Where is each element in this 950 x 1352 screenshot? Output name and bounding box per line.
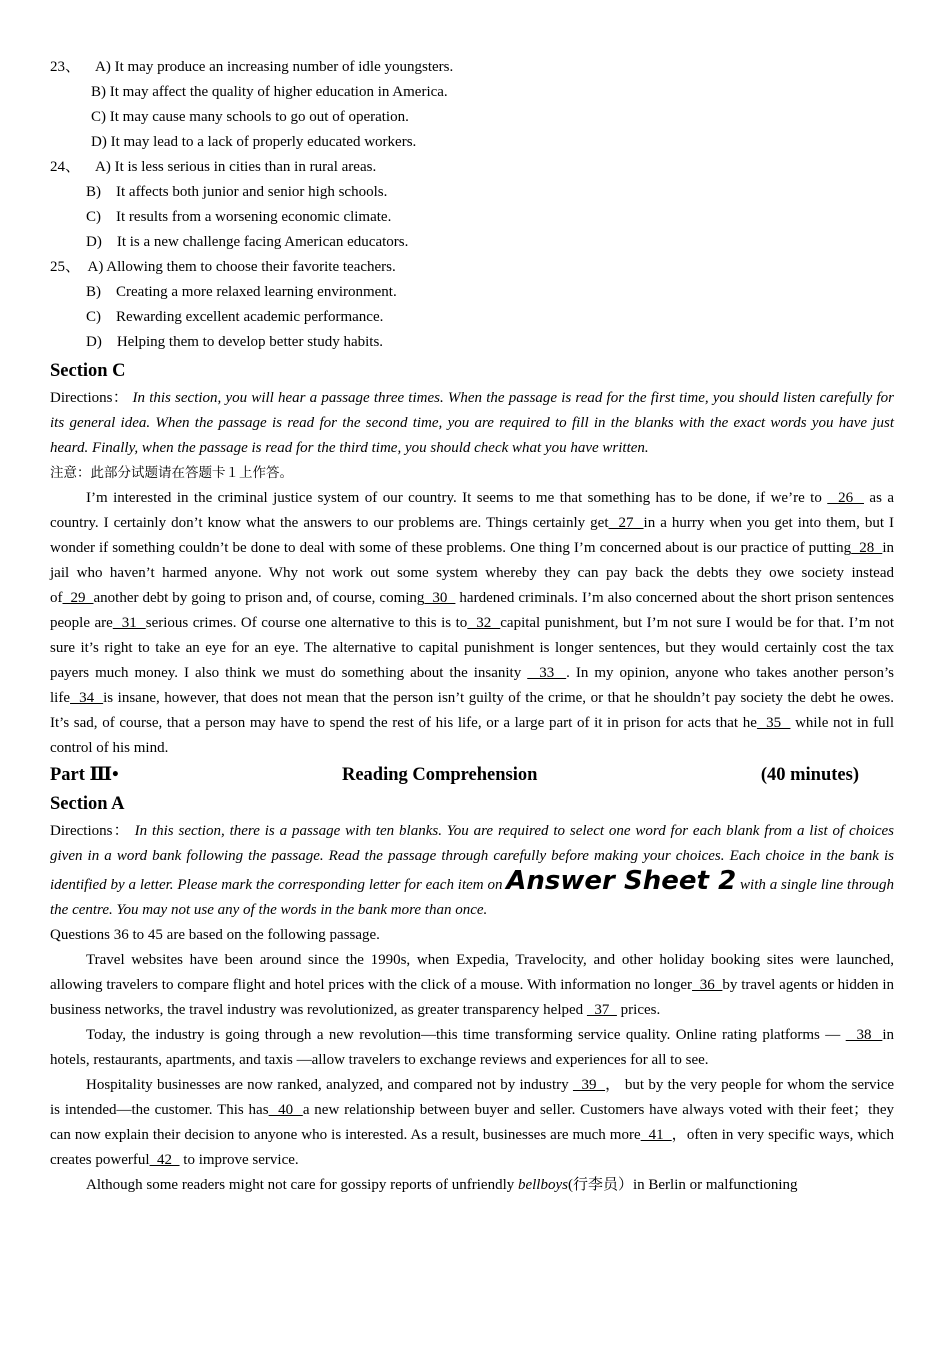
passage-text: prices. bbox=[616, 1002, 661, 1018]
passage-text: in a hurry when you get into them, but I wonder if something couldn’t be done to deal with some of these problems. One thing I’m concerned about is our practice of putting bbox=[50, 515, 895, 556]
answer-blank-35: 35 bbox=[756, 715, 791, 731]
passage-text: ，often in very specific ways, which creates powerful bbox=[50, 1127, 894, 1168]
passage-text: hardened criminals. I’m also concerned about the short prison sentences people are bbox=[50, 590, 895, 631]
directions-text: In this section, there is a passage with ten blanks. You are required to select one word for each blank from a list of choices given in a word bank following the passage. Read the passage through carefully before making your choices. Each choice in the bank is identified by a letter. Please mark the corresponding letter for each item on bbox=[50, 823, 895, 893]
answer-blank-27: 27 bbox=[608, 515, 644, 531]
directions-label: Directions： bbox=[50, 390, 129, 406]
passage-text: while not in full control of his mind. bbox=[50, 715, 895, 756]
passage-text: capital punishment, but I’m not sure I would be for that. I’m not sure it’s right to take an eye for an eye. The alternative to capital punishment is longer sentences, but they would certainly cost the tax payers much money. I also think we must do something about the insanity bbox=[50, 615, 895, 681]
passage-text: Although some readers might not care for gossipy reports of unfriendly bbox=[86, 1177, 518, 1193]
part-time: (40 minutes) bbox=[760, 765, 859, 785]
q25-option-d: D) Helping them to develop better study habits. bbox=[86, 334, 384, 350]
answer-blank-31: 31 bbox=[112, 615, 146, 631]
answer-blank-33: 33 bbox=[527, 665, 567, 681]
passage-text: . In my opinion, anyone who takes another person’s life bbox=[50, 665, 895, 706]
passage-text: Today, the industry is going through a new revolution—this time transforming service quality. Online rating platforms — bbox=[86, 1027, 846, 1043]
section-c-note: 注意：此部分试题请在答题卡１上作答。 bbox=[50, 465, 293, 481]
section-a-heading: Section A bbox=[50, 794, 125, 814]
passage-intro: Questions 36 to 45 are based on the following passage. bbox=[50, 927, 380, 943]
passage-text: another debt by going to prison and, of course, coming bbox=[93, 590, 425, 606]
passage-paragraph-2 bbox=[50, 1023, 894, 1073]
option-text: A) It may produce an increasing number of idle youngsters. bbox=[95, 59, 454, 75]
question-number: 25、 bbox=[50, 259, 81, 275]
passage-text: by travel agents or hidden in business networks, the travel industry was revolutionized, as greater transparency helped bbox=[50, 977, 894, 1018]
passage-paragraph-1 bbox=[50, 948, 894, 1023]
answer-blank-37: 37 bbox=[586, 1002, 617, 1018]
answer-blank-34: 34 bbox=[70, 690, 104, 706]
passage-text: ， but by the very people for whom the service is intended—the customer. This has bbox=[50, 1077, 895, 1118]
section-a-directions bbox=[50, 819, 894, 923]
answer-blank-30: 30 bbox=[424, 590, 456, 606]
answer-blank-26: 26 bbox=[827, 490, 864, 506]
q23-option-c: C) It may cause many schools to go out of operation. bbox=[91, 109, 409, 125]
italic-term: bellboys bbox=[517, 1177, 568, 1193]
answer-sheet-label: Answer Sheet 2 bbox=[506, 866, 737, 896]
answer-blank-41: 41 bbox=[640, 1127, 672, 1143]
part-title: Reading Comprehension bbox=[341, 765, 538, 785]
part-label: Part Ⅲ• bbox=[50, 765, 119, 785]
answer-blank-39: 39 bbox=[572, 1077, 606, 1093]
section-c-directions bbox=[50, 386, 894, 461]
question-number: 24、 bbox=[50, 159, 81, 175]
directions-label: Directions： bbox=[50, 823, 130, 839]
directions-text: In this section, you will hear a passage three times. When the passage is read for the first time, you should listen carefully for its general idea. When the passage is read for the second time, you are required to fill in the blanks with the exact words you have just heard. Finally, when the passage is read for the third time, you should check what you have written. bbox=[50, 390, 894, 456]
passage-text: is insane, however, that does not mean that the person isn’t guilty of the crime, or that he shouldn’t pay society the debt he owes. It’s sad, of course, that a person may have to spend the rest of his life, or a large part of it in prison for acts that he bbox=[50, 690, 894, 731]
passage-text: a new relationship between buyer and seller. Customers have always voted with their feet；they can now explain their decision to anyone who is interested. As a result, businesses are much more bbox=[50, 1102, 894, 1143]
passage-text: I’m interested in the criminal justice system of our country. It seems to me that something has to be done, if we’re to bbox=[86, 490, 828, 506]
answer-blank-29: 29 bbox=[62, 590, 94, 606]
q23-option-a bbox=[50, 55, 894, 80]
passage-text: to improve service. bbox=[179, 1152, 299, 1168]
passage-text: in jail who haven’t harmed anyone. Why not work out some system whereby they can pay back the debts they owe society instead of bbox=[50, 540, 894, 606]
q25-option-c: C) Rewarding excellent academic performance. bbox=[86, 309, 384, 325]
passage-paragraph-4 bbox=[50, 1173, 894, 1198]
q25-option-b: B) Creating a more relaxed learning environment. bbox=[86, 284, 397, 300]
q23-option-d: D) It may lead to a lack of properly educated workers. bbox=[91, 134, 417, 150]
answer-blank-36: 36 bbox=[692, 977, 723, 993]
passage-text: in hotels, restaurants, apartments, and taxis —allow travelers to exchange reviews and experiences for all to see. bbox=[50, 1027, 894, 1068]
question-number: 23、 bbox=[50, 59, 81, 75]
directions-text-cont: with a single line through the centre. You may not use any of the words in the bank more than once. bbox=[50, 877, 894, 918]
q24-option-d: D) It is a new challenge facing American educators. bbox=[86, 234, 409, 250]
q24-option-c: C) It results from a worsening economic climate. bbox=[86, 209, 392, 225]
part-3-header bbox=[50, 761, 894, 790]
section-c-heading: Section C bbox=[50, 361, 126, 381]
q24-option-b: B) It affects both junior and senior high schools. bbox=[86, 184, 388, 200]
q24-option-a bbox=[50, 155, 894, 180]
option-text: A) It is less serious in cities than in rural areas. bbox=[95, 159, 377, 175]
passage-text: (行李员）in Berlin or malfunctioning bbox=[567, 1177, 798, 1193]
answer-blank-28: 28 bbox=[851, 540, 883, 556]
q23-option-b: B) It may affect the quality of higher education in America. bbox=[91, 84, 448, 100]
q25-option-a bbox=[50, 255, 894, 280]
passage-text: as a country. I certainly don’t know what the answers to our problems are. Things certainly get bbox=[50, 490, 894, 531]
section-c-passage bbox=[50, 486, 894, 761]
answer-blank-32: 32 bbox=[467, 615, 501, 631]
answer-blank-38: 38 bbox=[845, 1027, 883, 1043]
passage-paragraph-3 bbox=[50, 1073, 894, 1173]
answer-blank-40: 40 bbox=[268, 1102, 303, 1118]
passage-text: Hospitality businesses are now ranked, analyzed, and compared not by industry bbox=[86, 1077, 573, 1093]
passage-text: Travel websites have been around since the 1990s, when Expedia, Travelocity, and other holiday booking sites were launched, allowing travelers to compare flight and hotel prices with the click of a mouse. With information no longer bbox=[50, 952, 894, 993]
passage-text: serious crimes. Of course one alternative to this is to bbox=[145, 615, 468, 631]
option-text: A) Allowing them to choose their favorite teachers. bbox=[87, 259, 396, 275]
answer-blank-42: 42 bbox=[149, 1152, 180, 1168]
